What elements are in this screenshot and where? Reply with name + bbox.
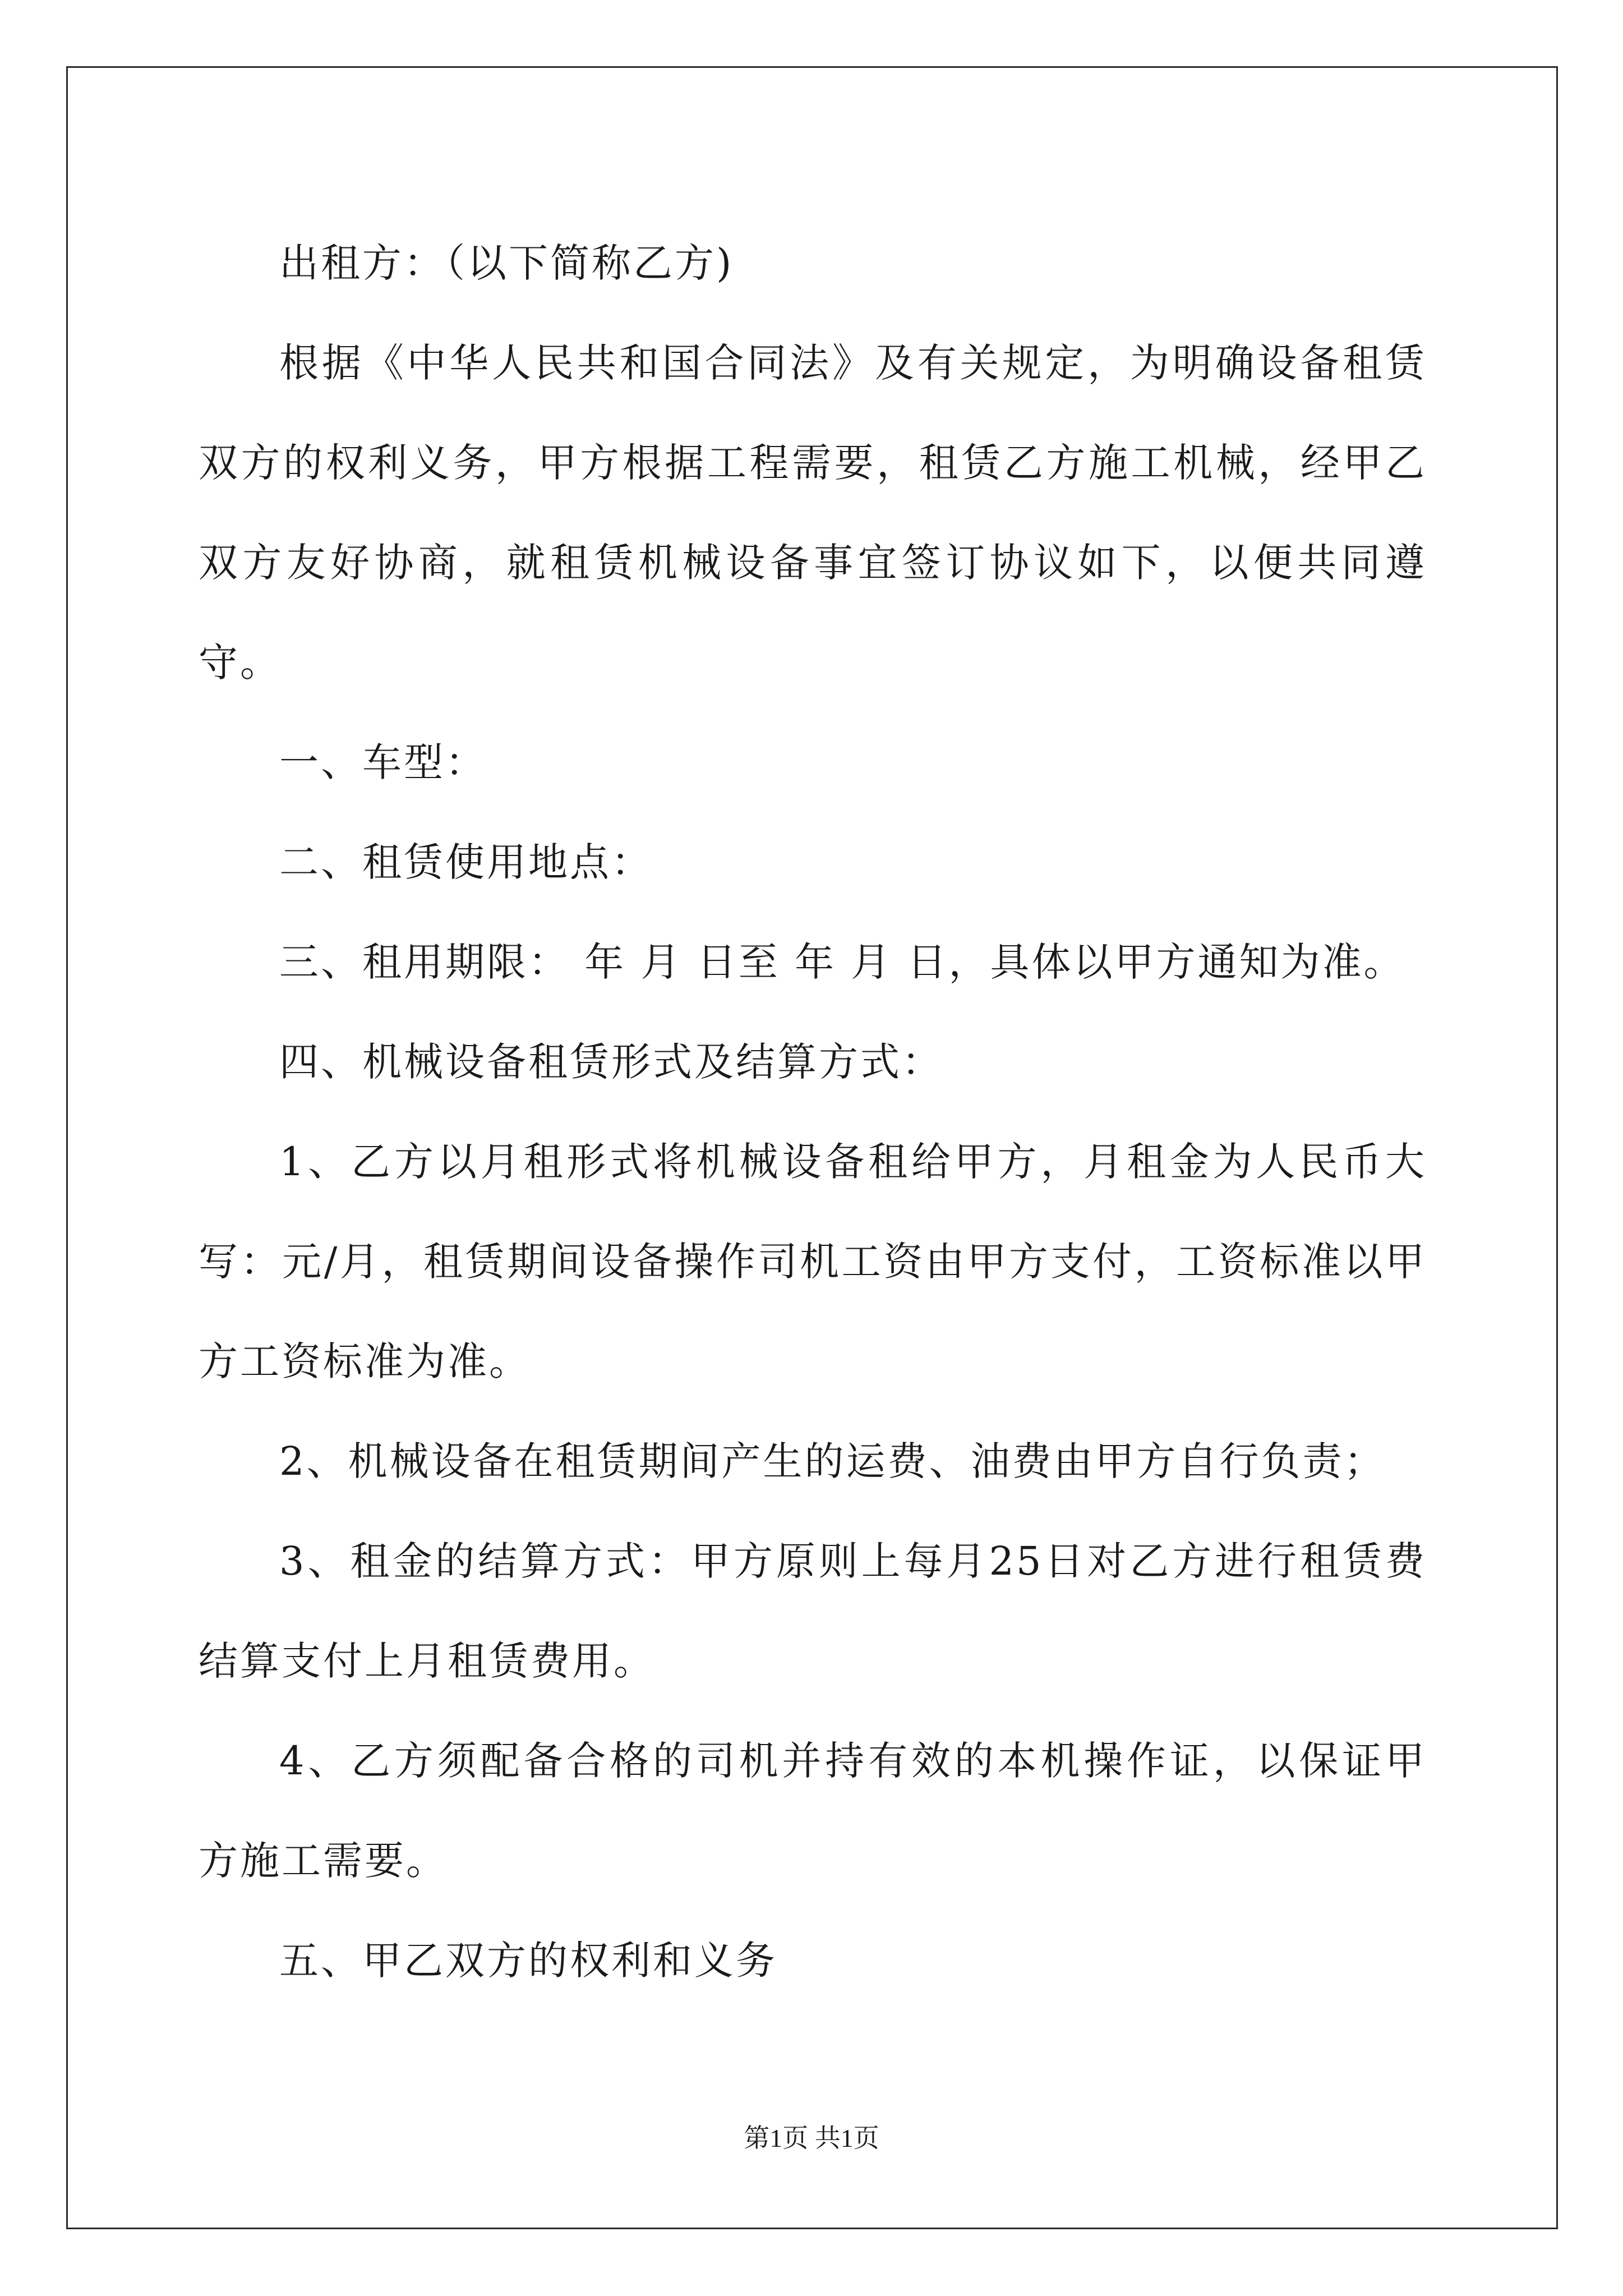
paragraph-clause-2: 2、机械设备在租赁期间产生的运费、油费由甲方自行负责；	[279, 1438, 1386, 1484]
paragraph-lessor: 出租方：（以下简称乙方)	[279, 240, 734, 286]
paragraph-rights-heading: 五、甲乙双方的权利和义务	[279, 1938, 777, 1984]
paragraph-term: 三、租用期限： 年 月 日至 年 月 日，具体以甲方通知为准。	[279, 939, 1405, 985]
paragraph-settlement-heading: 四、机械设备租赁形式及结算方式：	[279, 1039, 943, 1085]
paragraph-vehicle-type: 一、车型：	[279, 739, 487, 785]
paragraph-clause-1: 1、乙方以月租形式将机械设备租给甲方，月租金为人民币大写：元/月，租赁期间设备操作司机工资由甲方支付，工资标准以甲方工资标准为准。	[199, 1139, 1427, 1384]
page-footer: 第1页 共1页	[744, 2124, 879, 2152]
document-body	[199, 213, 1427, 2010]
paragraph-clause-3: 3、租金的结算方式：甲方原则上每月25日对乙方进行租赁费结算支付上月租赁费用。	[199, 1538, 1427, 1684]
paragraph-clause-4: 4、乙方须配备合格的司机并持有效的本机操作证，以保证甲方施工需要。	[199, 1738, 1427, 1884]
paragraph-location: 二、租赁使用地点：	[279, 839, 653, 885]
paragraph-preamble: 根据《中华人民共和国合同法》及有关规定，为明确设备租赁双方的权利义务，甲方根据工程需要，租赁乙方施工机械，经甲乙双方友好协商，就租赁机械设备事宜签订协议如下，以便共同遵守。	[199, 340, 1427, 685]
